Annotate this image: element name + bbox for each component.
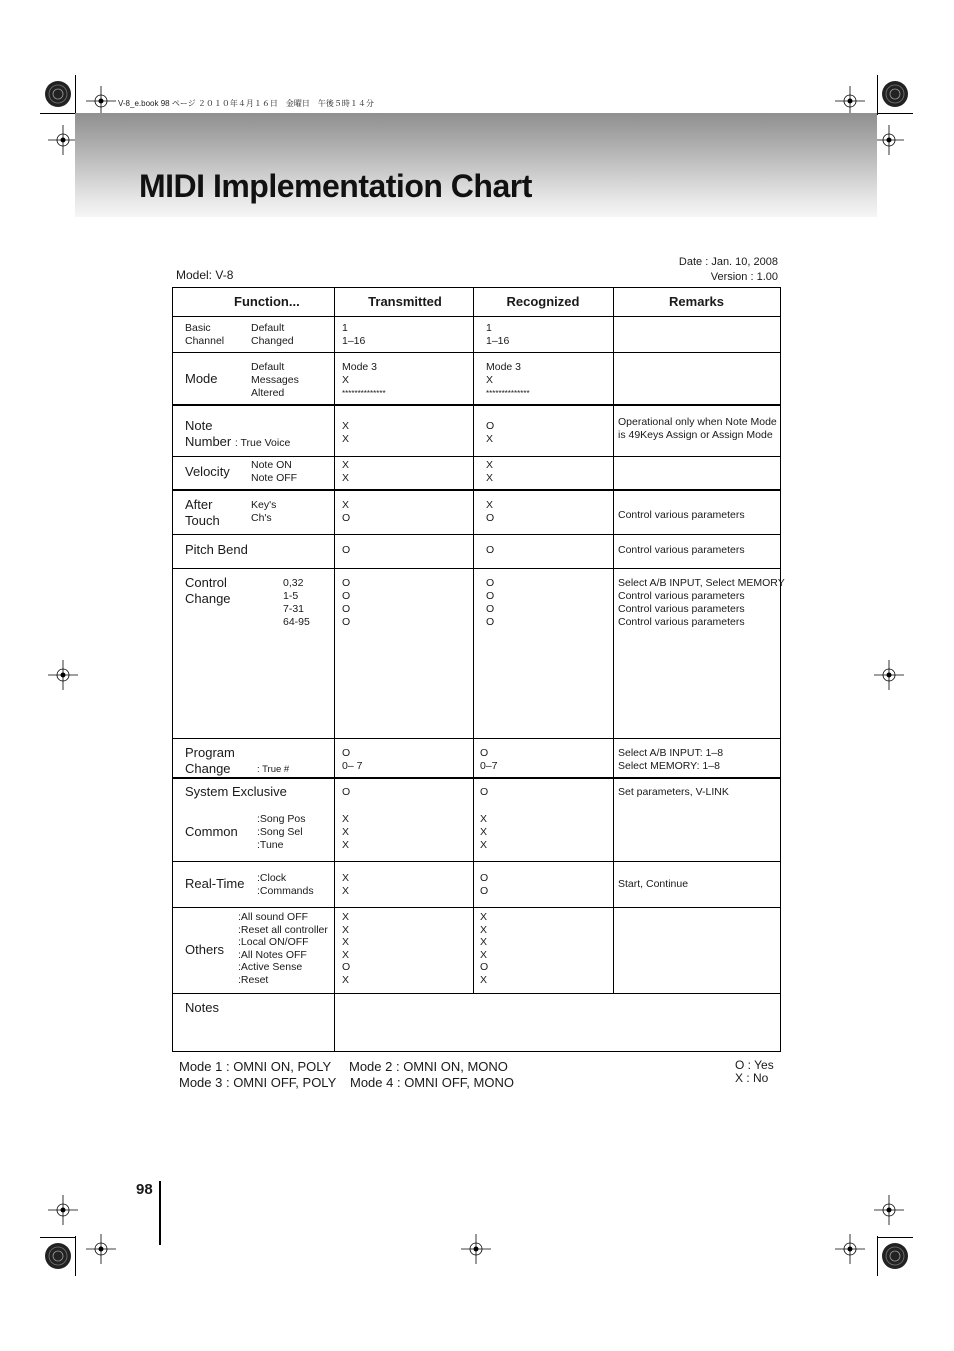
col-header-remarks: Remarks — [669, 294, 724, 309]
row-realtime-rx: O O — [480, 872, 489, 897]
row-cc-label: Control Change — [185, 575, 231, 606]
row-cc-remarks: Select A/B INPUT, Select MEMORY Control various parameters Control various parameters Control various parameters — [618, 577, 785, 628]
row-pitchbend-remarks: Control various parameters — [618, 544, 745, 556]
row-note-tx: X X — [342, 420, 350, 445]
model-label: Model: V-8 — [176, 268, 234, 282]
row-sysex-label: System Exclusive — [185, 784, 287, 799]
row-cc-rx: O O O O — [486, 577, 495, 628]
registration-starburst-icon — [44, 80, 72, 108]
row-basic-sub: Default Changed — [251, 322, 294, 347]
col-header-transmitted: Transmitted — [368, 294, 442, 309]
date-label: Date : Jan. 10, 2008 — [678, 256, 778, 268]
row-common-sub: :Song Pos :Song Sel :Tune — [257, 813, 306, 851]
row-pc-label: Program Change — [185, 745, 235, 776]
row-others-sub: :All sound OFF :Reset all controller :Local ON/OFF :All Notes OFF :Active Sense :Reset — [238, 911, 328, 986]
crosshair-icon — [874, 660, 904, 690]
registration-starburst-icon — [881, 1242, 909, 1270]
registration-starburst-icon — [44, 1242, 72, 1270]
row-others-label: Others — [185, 942, 225, 957]
page-number-rule — [159, 1181, 161, 1245]
row-pc-sub: : True # — [257, 764, 290, 775]
row-common-rx: X X X — [480, 813, 488, 851]
row-pitchbend-tx: O — [342, 544, 351, 556]
row-mode-rx: Mode 3 X ************** — [486, 361, 530, 398]
row-sysex-remarks: Set parameters, V-LINK — [618, 786, 729, 798]
crosshair-icon — [86, 86, 116, 116]
row-pc-tx: O 0– 7 — [342, 747, 363, 772]
row-common-tx: X X X — [342, 813, 350, 851]
row-others-tx: X X X X O X — [342, 911, 351, 986]
crosshair-icon — [48, 1195, 78, 1225]
yes-no-legend: O : Yes X : No — [735, 1058, 774, 1085]
row-pitchbend-label: Pitch Bend — [185, 542, 248, 557]
row-velocity-rx: X X — [486, 459, 494, 484]
row-cc-sub: 0,32 1-5 7-31 64-95 — [283, 577, 310, 628]
col-header-function: Function... — [234, 294, 300, 309]
row-others-rx: X X X X O X — [480, 911, 489, 986]
crosshair-icon — [86, 1234, 116, 1264]
row-realtime-tx: X X — [342, 872, 350, 897]
row-notes-label: Notes — [185, 1000, 219, 1015]
row-velocity-tx: X X — [342, 459, 350, 484]
page-title: MIDI Implementation Chart — [139, 168, 532, 204]
row-mode-tx: Mode 3 X ************** — [342, 361, 386, 398]
crosshair-icon — [48, 660, 78, 690]
row-aftertouch-tx: X O — [342, 499, 351, 524]
crosshair-icon — [874, 125, 904, 155]
row-sysex-rx: O — [480, 786, 489, 798]
crosshair-icon — [461, 1234, 491, 1264]
row-velocity-label: Velocity — [185, 464, 230, 479]
crosshair-icon — [874, 1195, 904, 1225]
row-velocity-sub: Note ON Note OFF — [251, 459, 298, 484]
row-aftertouch-remarks: Control various parameters — [618, 509, 745, 521]
row-aftertouch-label: After Touch — [185, 497, 220, 528]
mode-legend: Mode 1 : OMNI ON, POLY Mode 2 : OMNI ON, MONO Mode 3 : OMNI OFF, POLY Mode 4 : OMNI OFF, MONO — [179, 1059, 514, 1090]
row-pc-rx: O 0–7 — [480, 747, 498, 772]
page-number: 98 — [136, 1181, 153, 1198]
version-label: Version : 1.00 — [710, 271, 778, 283]
col-header-recognized: Recognized — [506, 294, 580, 309]
row-aftertouch-rx: X O — [486, 499, 495, 524]
row-note-remarks: Operational only when Note Mode is 49Keys Assign or Assign Mode — [618, 416, 777, 441]
print-slug: V-8_e.book 98 ページ ２０１０年４月１６日 金曜日 午後５時１４分 — [118, 99, 374, 108]
row-mode-label: Mode — [185, 371, 218, 386]
row-sysex-tx: O — [342, 786, 351, 798]
crosshair-icon — [835, 1234, 865, 1264]
row-basic-label: Basic Channel — [185, 322, 225, 347]
crosshair-icon — [48, 125, 78, 155]
row-realtime-sub: :Clock :Commands — [257, 872, 314, 897]
registration-starburst-icon — [881, 80, 909, 108]
row-note-rx: O X — [486, 420, 495, 445]
row-pitchbend-rx: O — [486, 544, 495, 556]
row-pc-remarks: Select A/B INPUT: 1–8 Select MEMORY: 1–8 — [618, 747, 724, 772]
row-cc-tx: O O O O — [342, 577, 351, 628]
row-mode-sub: Default Messages Altered — [251, 361, 299, 399]
row-note-label: Note Number : True Voice — [185, 418, 291, 449]
row-common-label: Common — [185, 824, 238, 839]
row-basic-rx: 1 1–16 — [486, 322, 510, 347]
row-realtime-remarks: Start, Continue — [618, 878, 689, 890]
crosshair-icon — [835, 86, 865, 116]
row-basic-tx: 1 1–16 — [342, 322, 366, 347]
row-realtime-label: Real-Time — [185, 876, 245, 891]
row-aftertouch-sub: Key's Ch's — [251, 499, 277, 524]
